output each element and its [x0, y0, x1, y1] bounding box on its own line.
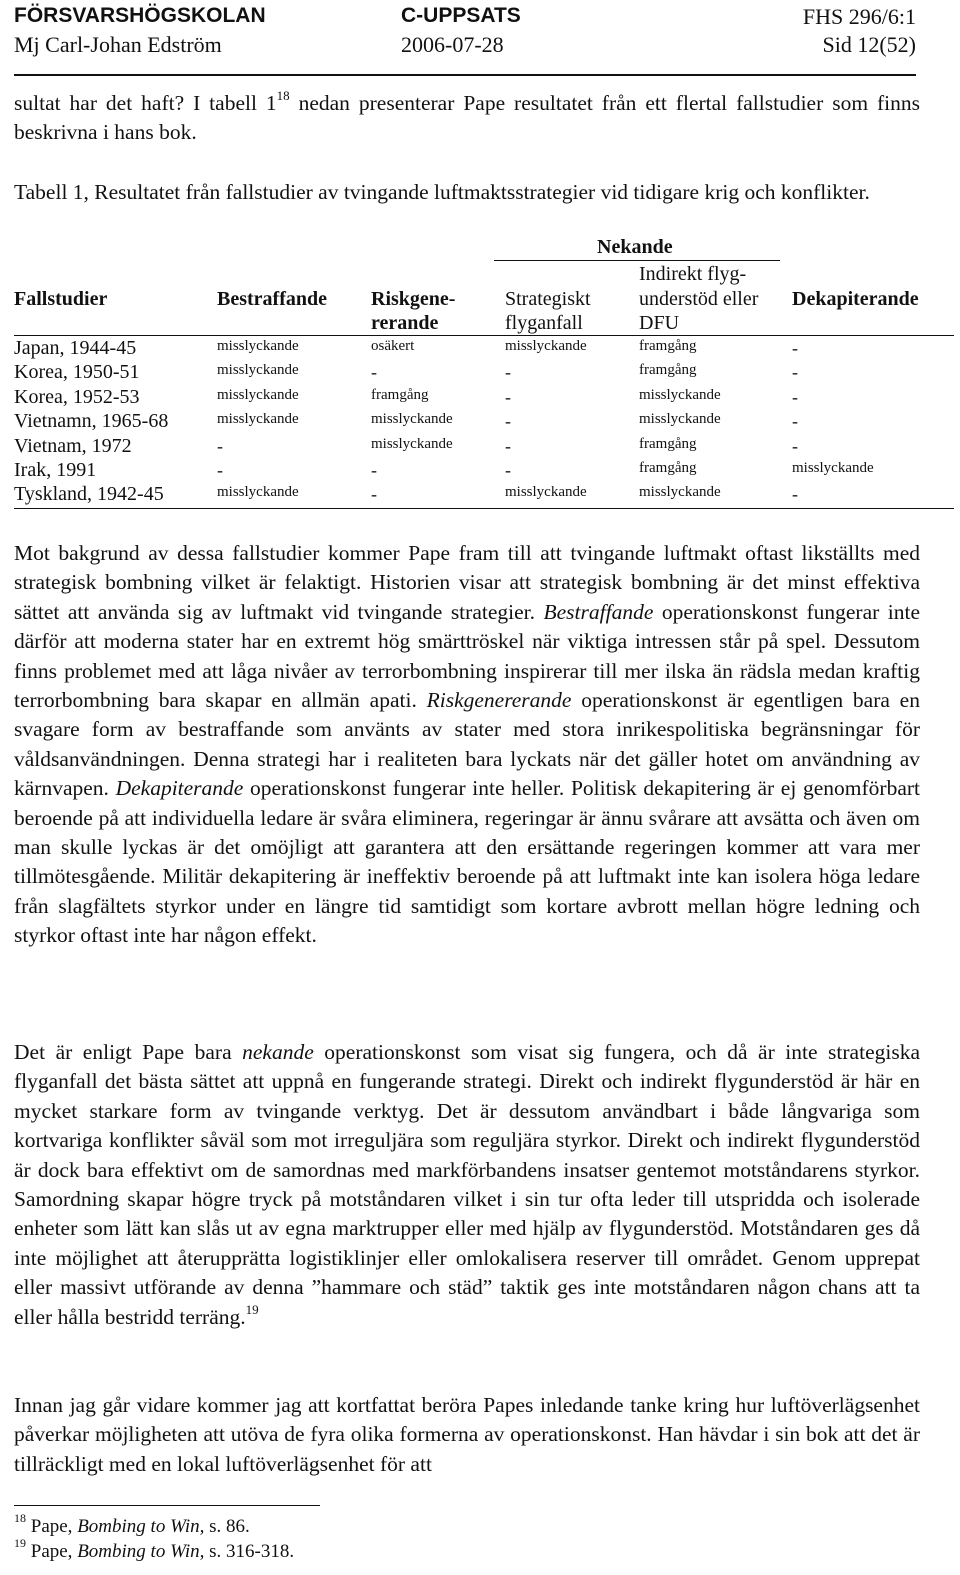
- cell-bestraffande: misslyckande: [217, 386, 299, 403]
- header-riskgenerande: Riskgene-: [371, 288, 456, 310]
- p2-term-riskgenererande: Riskgenererande: [426, 688, 572, 713]
- cell-indirekt: framgång: [639, 338, 697, 354]
- cell-riskgenerande: -: [371, 362, 377, 383]
- cell-dekapiterande: -: [792, 338, 798, 358]
- col-group-nekande: Nekande: [597, 236, 673, 258]
- header-indirekt-3: DFU: [639, 312, 680, 334]
- group-header-rule: [494, 260, 780, 261]
- footnote-19: [14, 1535, 295, 1563]
- cell-bestraffande: misslyckande: [217, 362, 299, 379]
- cell-riskgenerande: -: [371, 460, 377, 480]
- footnote-ref-19: 19: [245, 1301, 259, 1317]
- cell-case: Tyskland, 1942-45: [14, 483, 164, 506]
- paragraph-3: [14, 1038, 920, 1332]
- cell-indirekt: misslyckande: [639, 386, 721, 403]
- cell-bestraffande: -: [217, 460, 223, 480]
- footnote-separator: [14, 1505, 320, 1506]
- cell-dekapiterande: misslyckande: [792, 460, 874, 476]
- footnote-ref-18: 18: [276, 87, 290, 103]
- footnote-19-pre: Pape,: [26, 1541, 78, 1562]
- header-strategiskt-2: flyganfall: [505, 312, 583, 334]
- p3-term-nekande: nekande: [242, 1040, 314, 1064]
- footnote-19-number: 19: [14, 1535, 26, 1550]
- page-header: [14, 4, 916, 60]
- intro-paragraph: [14, 89, 920, 148]
- cell-strategiskt: -: [505, 411, 511, 432]
- header-indirekt-2: understöd eller: [639, 288, 759, 310]
- cell-case: Vietnamn, 1965-68: [14, 410, 169, 433]
- footnote-18-number: 18: [14, 1510, 26, 1525]
- p2-term-dekapiterande: Dekapiterande: [115, 776, 244, 801]
- cell-indirekt: misslyckande: [639, 411, 721, 428]
- cell-case: Japan, 1944-45: [14, 337, 137, 359]
- header-code: FHS 296/6:1: [802, 4, 916, 29]
- table-bottom-rule: [14, 508, 954, 509]
- results-table: [14, 236, 954, 511]
- cell-bestraffande: misslyckande: [217, 484, 299, 501]
- intro-text-cont: nedan presenterar Pape resultatet från ett flertal fallstudier som finns beskrivna i hans bok.: [14, 91, 920, 145]
- p2-term-bestraffande: Bestraffande: [543, 599, 654, 624]
- cell-case: Vietnam, 1972: [14, 434, 132, 457]
- cell-bestraffande: misslyckande: [217, 338, 299, 354]
- footnote-18-title: Bombing to Win,: [77, 1516, 205, 1537]
- header-page-number: Sid 12(52): [822, 32, 916, 57]
- cell-riskgenerande: -: [371, 484, 377, 505]
- header-author: Mj Carl-Johan Edström: [14, 32, 222, 57]
- cell-dekapiterande: -: [792, 484, 798, 505]
- footnote-18-post: s. 86.: [204, 1516, 250, 1537]
- cell-indirekt: framgång: [639, 362, 697, 379]
- cell-strategiskt: misslyckande: [505, 338, 587, 354]
- header-fallstudier: Fallstudier: [14, 288, 108, 310]
- cell-indirekt: misslyckande: [639, 484, 721, 501]
- cell-strategiskt: -: [505, 435, 511, 456]
- cell-bestraffande: misslyckande: [217, 411, 299, 428]
- cell-dekapiterande: -: [792, 386, 798, 407]
- cell-riskgenerande: misslyckande: [371, 411, 453, 428]
- paragraph-4: Innan jag går vidare kommer jag att kortfattat beröra Papes inledande tanke kring hur luftöverlägsenhet påverkar möjligheten att utöva de fyra olika formerna av operationskonst. Han hävdar i sin bok att det är tillräckligt med en lokal luftöverlägsenhet för att: [14, 1393, 920, 1476]
- header-doc-type: C-UPPSATS: [401, 4, 521, 27]
- cell-dekapiterande: -: [792, 411, 798, 432]
- cell-riskgenerande: framgång: [371, 386, 429, 403]
- header-bestraffande: Bestraffande: [217, 288, 327, 310]
- header-divider: [14, 74, 916, 76]
- footnote-18-pre: Pape,: [26, 1516, 78, 1537]
- p3-text-a: Det är enligt Pape bara: [14, 1040, 243, 1064]
- header-riskgenerande-2: rerande: [371, 312, 439, 334]
- cell-riskgenerande: osäkert: [371, 338, 415, 354]
- footnote-19-post: s. 316-318.: [204, 1541, 295, 1562]
- footnote-18: [14, 1510, 250, 1538]
- cell-strategiskt: misslyckande: [505, 484, 587, 501]
- header-strategiskt: Strategiskt: [505, 288, 591, 310]
- header-school: FÖRSVARSHÖGSKOLAN: [14, 4, 266, 27]
- cell-indirekt: framgång: [639, 460, 697, 476]
- intro-text: sultat har det haft? I tabell 1: [14, 91, 277, 115]
- cell-riskgenerande: misslyckande: [371, 435, 453, 452]
- header-date: 2006-07-28: [401, 32, 504, 57]
- p2-text-b: operationskonst fungerar inte därför att moderna stater har en extremt hög smärttröskel när viktiga intressen står på spel. Dessutom finns problemet med att låga nivåer av terrorbombning inspirerar till mer ilska än rädsla medan kraftig terrorbombning bara skapar en allmän apati.: [14, 599, 921, 713]
- cell-strategiskt: -: [505, 362, 511, 383]
- p2-text-c: operationskonst är egentligen bara en svagare form av bestraffande som använts av stater med stora inrikespolitiska begränsningar för våldsanvändningen. Denna strategi har i realiteten bara lyckats när det gäller hotet om användning av kärnvapen.: [14, 688, 920, 801]
- cell-dekapiterande: -: [792, 362, 798, 383]
- cell-dekapiterande: -: [792, 435, 798, 456]
- header-bottom-rule: [14, 335, 954, 336]
- p2-text-a: Mot bakgrund av dessa fallstudier kommer Pape fram till att tvingande luftmakt oftast likställts med strategisk bombning vilket är felaktigt. Historien visar att strategisk bombning är det minst effektiva sättet att använda sig av luftmakt vid tvingande strategier.: [14, 541, 920, 624]
- header-dekapiterande: Dekapiterande: [792, 288, 919, 310]
- cell-bestraffande: -: [217, 435, 223, 456]
- p3-text-b: operationskonst som visat sig fungera, och då är inte strategiska flyganfall det bästa sättet att uppnå en fungerande strategi. Direkt och indirekt flygunderstöd är här en mycket starkare form av tvingande verktyg. Det är dessutom användbart i både långvariga som kortvariga konflikter såväl som mot irreguljära som reguljära styrkor. Direkt och indirekt flygunderstöd är dock bara effektivt om de samordnas med markförbandens insatser gentemot motståndarens styrkor. Samordning skapar högre tryck på motståndaren vilket i sin tur ofta leder till utspridda och isolerade enheter som lätt kan slås ut av egna marktrupper eller med hjälp av flygunderstöd. Motståndaren ges då inte möjlighet att återupprätta logistiklinjer eller omlokalisera reserver till området. Genom upprepat eller massivt utförande av denna ”hammare och städ” taktik ges inte motståndaren någon chans att ta eller hålla bestridd terräng.: [14, 1040, 920, 1329]
- p2-text-d: operationskonst fungerar inte heller. Politisk dekapitering är ej genomförbart beroende på att individuella ledare är svåra eliminera, regeringar är ännu svårare att avsätta och även om man skulle lyckas är det omöjligt att garantera att den ersättande regeringen kommer att vara mer tillmötesgående. Militär dekapitering är ineffektiv beroende på att luftmakt inte kan isolera höga ledare från slagfältets styrkor under en längre tid samtidigt som kortare avbrott mellan högre ledning och styrkor oftast inte har någon effekt.: [14, 776, 920, 948]
- footnote-19-title: Bombing to Win,: [77, 1541, 205, 1562]
- table-caption: Tabell 1, Resultatet från fallstudier av tvingande luftmaktsstrategier vid tidigare krig och konflikter.: [14, 180, 870, 204]
- cell-indirekt: framgång: [639, 435, 697, 452]
- cell-strategiskt: -: [505, 460, 511, 480]
- cell-case: Irak, 1991: [14, 459, 97, 481]
- cell-case: Korea, 1952-53: [14, 385, 140, 408]
- cell-case: Korea, 1950-51: [14, 361, 140, 384]
- paragraph-2: [14, 539, 920, 951]
- cell-strategiskt: -: [505, 386, 511, 407]
- header-indirekt: Indirekt flyg-: [639, 263, 747, 285]
